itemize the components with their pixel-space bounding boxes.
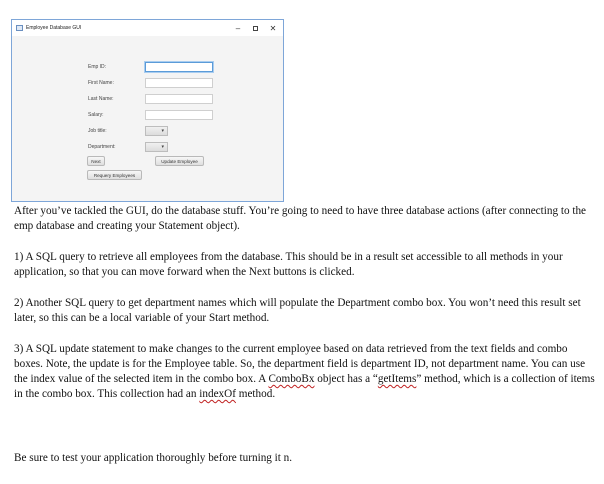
intro-paragraph: [14, 204, 599, 234]
salary-field[interactable]: [145, 110, 213, 120]
chevron-down-icon: ▾: [161, 129, 164, 134]
next-button[interactable]: Next: [87, 156, 105, 166]
last-name-field[interactable]: [145, 94, 213, 104]
item-2-text: 2) Another SQL query to get department names which will populate the Department combo box. You won’t need this result set later, so this can be a local variable of your Start method.: [14, 297, 581, 324]
spellcheck-word: getItems: [377, 373, 417, 385]
maximize-icon[interactable]: [253, 26, 258, 31]
department-combo[interactable]: [145, 142, 168, 152]
minimize-icon[interactable]: –: [235, 23, 241, 33]
item-1-paragraph: [14, 250, 599, 280]
department-label: Department:: [88, 144, 116, 150]
emp-id-field[interactable]: [145, 62, 213, 72]
title-bar[interactable]: [12, 20, 283, 36]
first-name-field[interactable]: [145, 78, 213, 88]
requery-employees-button[interactable]: Requery Employees: [87, 170, 142, 180]
first-name-label: First Name:: [88, 80, 114, 86]
window-title: Employee Database GUI: [26, 25, 82, 31]
spellcheck-word: indexOf: [199, 388, 236, 400]
item-2-paragraph: [14, 296, 599, 326]
last-name-label: Last Name:: [88, 96, 114, 102]
spellcheck-word: ComboBx: [268, 373, 315, 385]
update-employee-button[interactable]: Update Employee: [155, 156, 204, 166]
item-1-text: 1) A SQL query to retrieve all employees from the database. This should be in a result set accessible to all methods in your application, so that you can move forward when the Next buttons is clicked.: [14, 251, 563, 278]
closing-paragraph: [14, 451, 599, 466]
closing-text: Be sure to test your application thoroughly before turning it n.: [14, 452, 293, 464]
job-title-combo[interactable]: [145, 126, 168, 136]
chevron-down-icon: ▾: [161, 145, 164, 150]
form-area: [12, 36, 283, 201]
item-3-text: 3) A SQL update statement to make changes to the current employee based on data retrieved from the text fields and combo boxes. Note, the update is for the Employee table. So, the department field is department ID, not department name. You can use the index value of the selected item in the combo box. A ComboBx object has a “getItems” method, which is a collection of items in the combo box. This collection had an indexOf method.: [14, 343, 595, 400]
intro-text: After you’ve tackled the GUI, do the database stuff. You’re going to need to have three database actions (after connecting to the emp database and creating your Statement object).: [14, 205, 587, 232]
employee-db-window: [11, 19, 284, 202]
close-icon[interactable]: ✕: [269, 23, 277, 33]
item-3-paragraph: [14, 342, 599, 402]
emp-id-label: Emp ID:: [88, 64, 107, 70]
salary-label: Salary:: [88, 112, 104, 118]
app-icon: [16, 25, 23, 31]
job-title-label: Job title:: [88, 128, 107, 134]
window-controls: [234, 20, 277, 36]
